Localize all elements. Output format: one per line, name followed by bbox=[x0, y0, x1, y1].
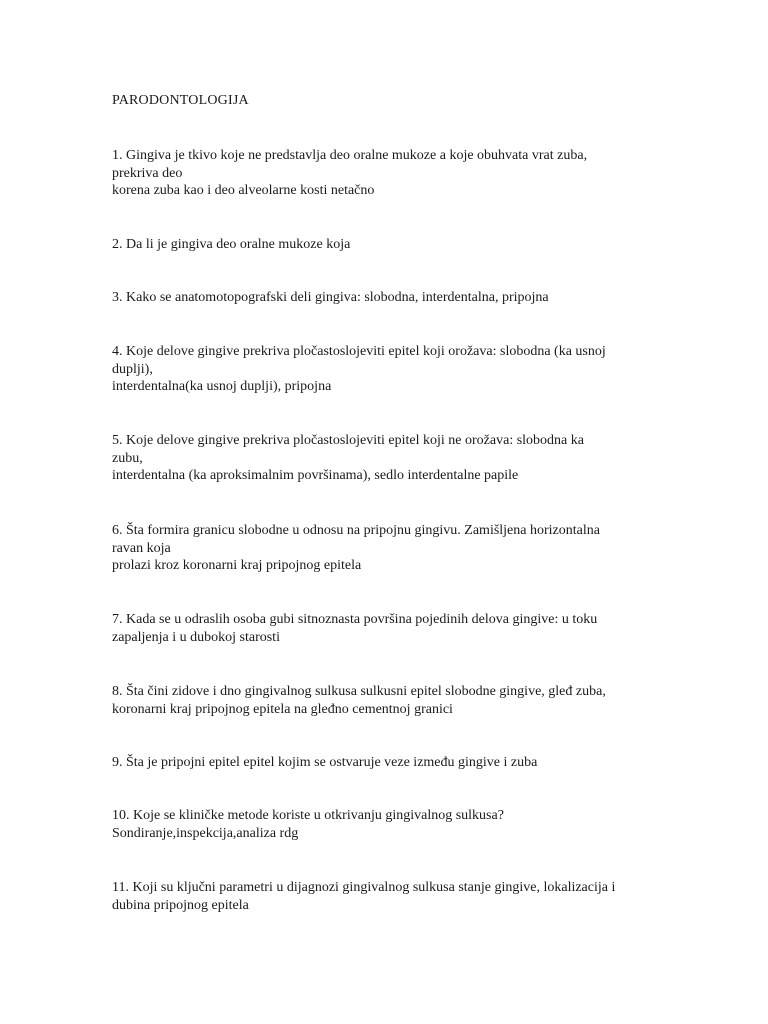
question-line: 10. Koje se kliničke metode koriste u otkrivanju gingivalnog sulkusa? bbox=[112, 808, 504, 823]
question-line: 4. Koje delove gingive prekriva pločastoslojeviti epitel koji orožava: slobodna (ka usnoj bbox=[112, 344, 606, 359]
question-6 bbox=[112, 522, 672, 575]
question-line: ravan koja bbox=[112, 540, 171, 556]
question-line: 5. Koje delove gingive prekriva pločastoslojeviti epitel koji ne orožava: slobodna ka bbox=[112, 433, 584, 448]
question-2 bbox=[112, 236, 672, 254]
question-line: interdentalna(ka usnoj duplji), pripojna bbox=[112, 379, 332, 394]
question-line: Sondiranje,inspekcija,analiza rdg bbox=[112, 825, 299, 841]
question-5 bbox=[112, 432, 672, 485]
question-line: 3. Kako se anatomotopografski deli gingiva: slobodna, interdentalna, pripojna bbox=[112, 290, 549, 305]
question-line: 2. Da li je gingiva deo oralne mukoze koja bbox=[112, 237, 351, 252]
question-line: 8. Šta čini zidove i dno gingivalnog sulkusa sulkusni epitel slobodne gingive, gleđ zuba, bbox=[112, 684, 606, 699]
question-1 bbox=[112, 147, 672, 200]
question-line: interdentalna (ka aproksimalnim površinama), sedlo interdentalne papile bbox=[112, 468, 519, 483]
question-line: 11. Koji su ključni parametri u dijagnozi gingivalnog sulkusa stanje gingive, lokalizacija i bbox=[112, 880, 616, 895]
question-line: duplji), bbox=[112, 361, 153, 377]
question-9 bbox=[112, 754, 672, 772]
question-line: 9. Šta je pripojni epitel epitel kojim se ostvaruje veze između gingive i zuba bbox=[112, 755, 538, 770]
question-10 bbox=[112, 807, 672, 842]
question-line: korena zuba kao i deo alveolarne kosti netačno bbox=[112, 183, 375, 198]
question-line: prolazi kroz koronarni kraj pripojnog epitela bbox=[112, 558, 362, 573]
question-line: 1. Gingiva je tkivo koje ne predstavlja deo oralne mukoze a koje obuhvata vrat zuba, bbox=[112, 148, 588, 163]
question-7 bbox=[112, 611, 672, 646]
question-3 bbox=[112, 289, 672, 307]
question-line: dubina pripojnog epitela bbox=[112, 897, 249, 913]
question-4 bbox=[112, 343, 672, 396]
question-line: zapaljenja i u dubokoj starosti bbox=[112, 629, 280, 645]
question-line: koronarni kraj pripojnog epitela na gleđno cementnoj granici bbox=[112, 701, 453, 717]
question-line: 6. Šta formira granicu slobodne u odnosu na pripojnu gingivu. Zamišljena horizontalna bbox=[112, 523, 600, 538]
question-8 bbox=[112, 683, 672, 718]
document-title: PARODONTOLOGIJA bbox=[112, 93, 249, 108]
question-line: 7. Kada se u odraslih osoba gubi sitnoznasta površina pojedinih delova gingive: u toku bbox=[112, 612, 598, 627]
question-line: zubu, bbox=[112, 450, 143, 466]
question-line: prekriva deo bbox=[112, 165, 183, 181]
question-11 bbox=[112, 879, 672, 914]
